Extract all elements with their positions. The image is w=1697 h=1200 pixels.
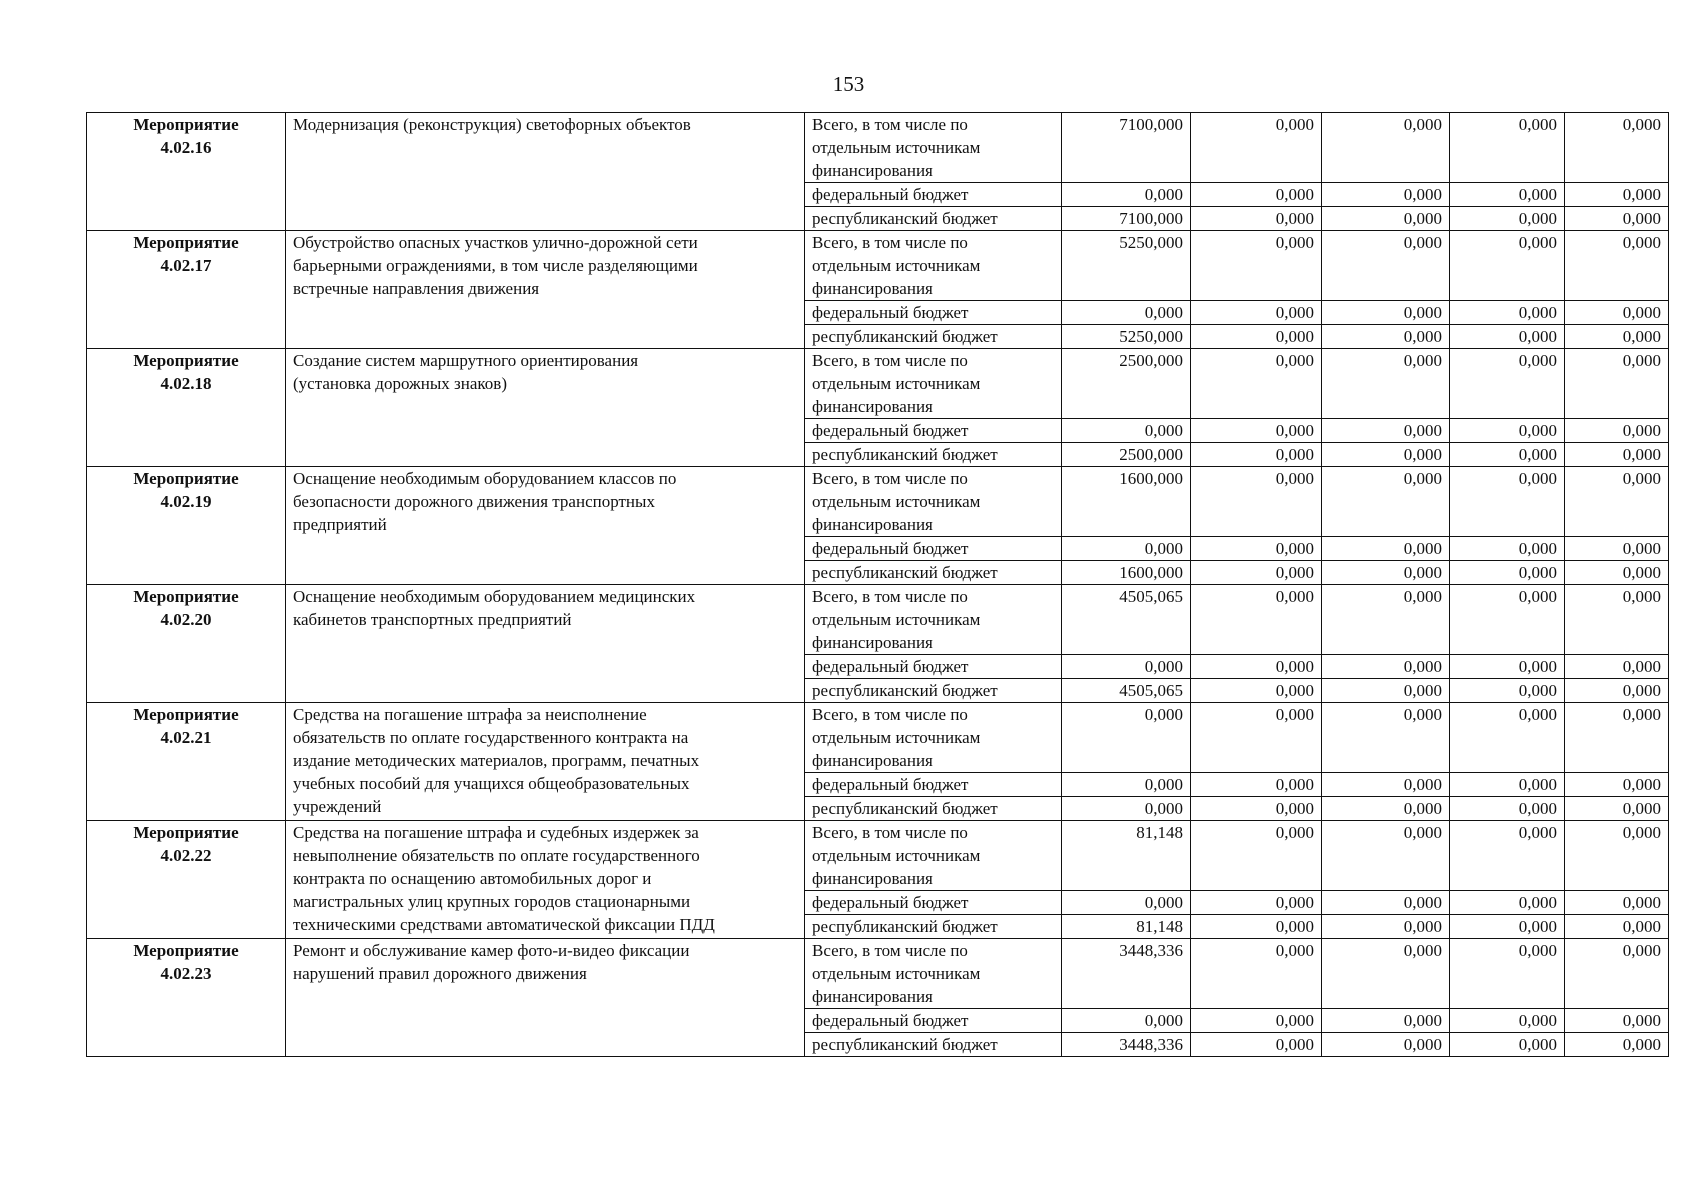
activity-code (87, 939, 286, 1057)
total-value: 0,000 (1191, 585, 1322, 655)
activity-name (286, 939, 805, 1057)
activity-name-line: невыполнение обязательств по оплате государственного (293, 846, 700, 865)
republic-value: 0,000 (1565, 1033, 1669, 1057)
table-row (87, 821, 1669, 891)
activity-code-word: Мероприятие (133, 823, 239, 842)
activity-name (286, 467, 805, 585)
total-value: 0,000 (1450, 585, 1565, 655)
activity-name-line: Обустройство опасных участков улично-дорожной сети (293, 233, 698, 252)
source-total-label-line: отдельным источникам (812, 138, 981, 157)
republic-value: 0,000 (1565, 797, 1669, 821)
activity-name-line: учреждений (293, 797, 382, 816)
federal-value: 0,000 (1322, 301, 1450, 325)
republic-value: 0,000 (1322, 1033, 1450, 1057)
source-total-label-line: отдельным источникам (812, 846, 981, 865)
source-federal-label: федеральный бюджет (805, 773, 1062, 797)
source-total-label-line: финансирования (812, 279, 933, 298)
total-value: 4505,065 (1062, 585, 1191, 655)
federal-value: 0,000 (1191, 773, 1322, 797)
activity-name-line: магистральных улиц крупных городов стационарными (293, 892, 691, 911)
source-total-label-line: отдельным источникам (812, 964, 981, 983)
total-value: 0,000 (1565, 231, 1669, 301)
activity-code (87, 231, 286, 349)
page-number: 153 (832, 72, 865, 96)
total-value: 5250,000 (1062, 231, 1191, 301)
activity-code-number: 4.02.18 (160, 374, 212, 393)
total-value: 0,000 (1191, 467, 1322, 537)
total-value: 3448,336 (1062, 939, 1191, 1009)
republic-value: 4505,065 (1062, 679, 1191, 703)
total-value: 0,000 (1322, 349, 1450, 419)
federal-value: 0,000 (1450, 183, 1565, 207)
source-total-label-line: отдельным источникам (812, 610, 981, 629)
total-value: 0,000 (1191, 113, 1322, 183)
federal-value: 0,000 (1450, 655, 1565, 679)
total-value: 0,000 (1322, 467, 1450, 537)
source-total-label-line: Всего, в том числе по (812, 233, 968, 252)
total-value: 0,000 (1322, 113, 1450, 183)
source-total-label (805, 467, 1062, 537)
federal-value: 0,000 (1191, 301, 1322, 325)
republic-value: 1600,000 (1062, 561, 1191, 585)
republic-value: 0,000 (1322, 325, 1450, 349)
federal-value: 0,000 (1565, 419, 1669, 443)
source-total-label-line: финансирования (812, 633, 933, 652)
federal-value: 0,000 (1191, 419, 1322, 443)
activity-code-number: 4.02.21 (160, 728, 212, 747)
total-value: 0,000 (1565, 467, 1669, 537)
republic-value: 0,000 (1322, 207, 1450, 231)
activity-name-line: Ремонт и обслуживание камер фото-и-видео фиксации (293, 941, 690, 960)
total-value: 0,000 (1450, 467, 1565, 537)
republic-value: 0,000 (1191, 915, 1322, 939)
source-federal-label: федеральный бюджет (805, 655, 1062, 679)
activity-name-line: Создание систем маршрутного ориентирования (293, 351, 639, 370)
federal-value: 0,000 (1322, 419, 1450, 443)
source-republic-label: республиканский бюджет (805, 797, 1062, 821)
republic-value: 0,000 (1322, 797, 1450, 821)
federal-value: 0,000 (1450, 891, 1565, 915)
activity-name (286, 821, 805, 939)
source-total-label-line: финансирования (812, 515, 933, 534)
source-total-label (805, 231, 1062, 301)
table-row (87, 703, 1669, 773)
total-value: 0,000 (1565, 113, 1669, 183)
source-federal-label: федеральный бюджет (805, 1009, 1062, 1033)
activity-name (286, 231, 805, 349)
republic-value: 0,000 (1450, 915, 1565, 939)
table-row (87, 585, 1669, 655)
total-value: 0,000 (1322, 939, 1450, 1009)
activity-code-word: Мероприятие (133, 115, 239, 134)
federal-value: 0,000 (1062, 419, 1191, 443)
budget-table (86, 112, 1669, 1057)
federal-value: 0,000 (1191, 1009, 1322, 1033)
source-federal-label: федеральный бюджет (805, 301, 1062, 325)
federal-value: 0,000 (1565, 891, 1669, 915)
federal-value: 0,000 (1191, 537, 1322, 561)
source-total-label-line: отдельным источникам (812, 374, 981, 393)
republic-value: 0,000 (1191, 561, 1322, 585)
total-value: 0,000 (1191, 939, 1322, 1009)
activity-code-number: 4.02.20 (160, 610, 212, 629)
source-total-label-line: финансирования (812, 751, 933, 770)
source-federal-label: федеральный бюджет (805, 419, 1062, 443)
federal-value: 0,000 (1450, 537, 1565, 561)
activity-code (87, 821, 286, 939)
republic-value: 0,000 (1322, 915, 1450, 939)
source-total-label (805, 585, 1062, 655)
source-total-label-line: отдельным источникам (812, 256, 981, 275)
total-value: 81,148 (1062, 821, 1191, 891)
activity-code-number: 4.02.19 (160, 492, 212, 511)
activity-code-word: Мероприятие (133, 705, 239, 724)
republic-value: 0,000 (1191, 207, 1322, 231)
source-federal-label: федеральный бюджет (805, 537, 1062, 561)
source-total-label-line: отдельным источникам (812, 728, 981, 747)
total-value: 1600,000 (1062, 467, 1191, 537)
source-total-label-line: Всего, в том числе по (812, 705, 968, 724)
source-total-label-line: Всего, в том числе по (812, 587, 968, 606)
activity-name (286, 113, 805, 231)
republic-value: 0,000 (1450, 679, 1565, 703)
federal-value: 0,000 (1565, 1009, 1669, 1033)
republic-value: 3448,336 (1062, 1033, 1191, 1057)
total-value: 0,000 (1450, 231, 1565, 301)
activity-name-line: техническими средствами автоматической фиксации ПДД (293, 915, 715, 934)
republic-value: 7100,000 (1062, 207, 1191, 231)
republic-value: 0,000 (1565, 207, 1669, 231)
total-value: 0,000 (1322, 703, 1450, 773)
source-total-label (805, 349, 1062, 419)
republic-value: 2500,000 (1062, 443, 1191, 467)
total-value: 0,000 (1450, 703, 1565, 773)
activity-name-line: (установка дорожных знаков) (293, 374, 507, 393)
activity-name (286, 703, 805, 821)
activity-name-line: издание методических материалов, программ, печатных (293, 751, 700, 770)
activity-code-word: Мероприятие (133, 233, 239, 252)
republic-value: 5250,000 (1062, 325, 1191, 349)
republic-value: 0,000 (1565, 443, 1669, 467)
total-value: 0,000 (1450, 821, 1565, 891)
federal-value: 0,000 (1062, 183, 1191, 207)
total-value: 0,000 (1565, 585, 1669, 655)
federal-value: 0,000 (1565, 655, 1669, 679)
federal-value: 0,000 (1191, 891, 1322, 915)
activity-name-line: Средства на погашение штрафа и судебных издержек за (293, 823, 699, 842)
republic-value: 0,000 (1450, 561, 1565, 585)
total-value: 0,000 (1191, 349, 1322, 419)
activity-name-line: Оснащение необходимым оборудованием классов по (293, 469, 677, 488)
activity-name-line: обязательств по оплате государственного контракта на (293, 728, 689, 747)
federal-value: 0,000 (1322, 655, 1450, 679)
source-total-label-line: финансирования (812, 397, 933, 416)
republic-value: 0,000 (1191, 1033, 1322, 1057)
activity-name-line: предприятий (293, 515, 387, 534)
total-value: 0,000 (1565, 821, 1669, 891)
activity-code (87, 585, 286, 703)
republic-value: 0,000 (1191, 443, 1322, 467)
activity-name-line: встречные направления движения (293, 279, 540, 298)
federal-value: 0,000 (1322, 537, 1450, 561)
activity-code-word: Мероприятие (133, 469, 239, 488)
source-total-label-line: Всего, в том числе по (812, 469, 968, 488)
republic-value: 0,000 (1565, 561, 1669, 585)
activity-code-number: 4.02.22 (160, 846, 212, 865)
total-value: 0,000 (1191, 703, 1322, 773)
source-republic-label: республиканский бюджет (805, 915, 1062, 939)
activity-name-line: нарушений правил дорожного движения (293, 964, 587, 983)
activity-name-line: контракта по оснащению автомобильных дорог и (293, 869, 652, 888)
federal-value: 0,000 (1565, 301, 1669, 325)
source-total-label-line: финансирования (812, 987, 933, 1006)
federal-value: 0,000 (1322, 773, 1450, 797)
republic-value: 0,000 (1565, 325, 1669, 349)
activity-name-line: Средства на погашение штрафа за неисполнение (293, 705, 647, 724)
table-row (87, 113, 1669, 183)
federal-value: 0,000 (1062, 773, 1191, 797)
federal-value: 0,000 (1062, 655, 1191, 679)
source-total-label (805, 113, 1062, 183)
source-republic-label: республиканский бюджет (805, 207, 1062, 231)
activity-code-number: 4.02.17 (160, 256, 212, 275)
activity-name-line: учебных пособий для учащихся общеобразовательных (293, 774, 690, 793)
republic-value: 0,000 (1565, 915, 1669, 939)
activity-code (87, 113, 286, 231)
total-value: 0,000 (1565, 703, 1669, 773)
source-republic-label: республиканский бюджет (805, 561, 1062, 585)
activity-name-line: безопасности дорожного движения транспортных (293, 492, 655, 511)
total-value: 0,000 (1565, 349, 1669, 419)
republic-value: 0,000 (1322, 561, 1450, 585)
total-value: 0,000 (1450, 113, 1565, 183)
table-row (87, 939, 1669, 1009)
federal-value: 0,000 (1565, 537, 1669, 561)
source-total-label-line: Всего, в том числе по (812, 941, 968, 960)
total-value: 0,000 (1191, 231, 1322, 301)
activity-code-number: 4.02.16 (160, 138, 212, 157)
total-value: 0,000 (1322, 231, 1450, 301)
activity-code-word: Мероприятие (133, 587, 239, 606)
total-value: 0,000 (1322, 585, 1450, 655)
source-federal-label: федеральный бюджет (805, 183, 1062, 207)
source-republic-label: республиканский бюджет (805, 1033, 1062, 1057)
activity-code (87, 467, 286, 585)
federal-value: 0,000 (1062, 891, 1191, 915)
federal-value: 0,000 (1191, 655, 1322, 679)
source-republic-label: республиканский бюджет (805, 679, 1062, 703)
federal-value: 0,000 (1565, 773, 1669, 797)
total-value: 0,000 (1191, 821, 1322, 891)
republic-value: 0,000 (1450, 443, 1565, 467)
activity-name (286, 585, 805, 703)
republic-value: 0,000 (1191, 797, 1322, 821)
source-republic-label: республиканский бюджет (805, 325, 1062, 349)
republic-value: 0,000 (1191, 325, 1322, 349)
activity-code-word: Мероприятие (133, 351, 239, 370)
federal-value: 0,000 (1062, 537, 1191, 561)
activity-name-line: барьерными ограждениями, в том числе разделяющими (293, 256, 698, 275)
table-row (87, 349, 1669, 419)
total-value: 2500,000 (1062, 349, 1191, 419)
source-total-label (805, 821, 1062, 891)
total-value: 0,000 (1565, 939, 1669, 1009)
source-total-label (805, 939, 1062, 1009)
total-value: 0,000 (1322, 821, 1450, 891)
table-row (87, 231, 1669, 301)
total-value: 0,000 (1450, 939, 1565, 1009)
republic-value: 0,000 (1450, 1033, 1565, 1057)
source-total-label (805, 703, 1062, 773)
total-value: 0,000 (1062, 703, 1191, 773)
source-total-label-line: Всего, в том числе по (812, 351, 968, 370)
federal-value: 0,000 (1322, 183, 1450, 207)
republic-value: 0,000 (1062, 797, 1191, 821)
federal-value: 0,000 (1450, 301, 1565, 325)
table-row (87, 467, 1669, 537)
federal-value: 0,000 (1062, 301, 1191, 325)
activity-code-word: Мероприятие (133, 941, 239, 960)
activity-code (87, 349, 286, 467)
republic-value: 81,148 (1062, 915, 1191, 939)
activity-name-line: Оснащение необходимым оборудованием медицинских (293, 587, 696, 606)
federal-value: 0,000 (1565, 183, 1669, 207)
republic-value: 0,000 (1322, 443, 1450, 467)
activity-code-number: 4.02.23 (160, 964, 212, 983)
federal-value: 0,000 (1450, 1009, 1565, 1033)
republic-value: 0,000 (1322, 679, 1450, 703)
source-federal-label: федеральный бюджет (805, 891, 1062, 915)
republic-value: 0,000 (1565, 679, 1669, 703)
activity-name (286, 349, 805, 467)
republic-value: 0,000 (1191, 679, 1322, 703)
activity-code (87, 703, 286, 821)
republic-value: 0,000 (1450, 797, 1565, 821)
source-total-label-line: Всего, в том числе по (812, 115, 968, 134)
total-value: 7100,000 (1062, 113, 1191, 183)
activity-name-line: кабинетов транспортных предприятий (293, 610, 572, 629)
source-total-label-line: Всего, в том числе по (812, 823, 968, 842)
source-total-label-line: финансирования (812, 161, 933, 180)
source-republic-label: республиканский бюджет (805, 443, 1062, 467)
republic-value: 0,000 (1450, 325, 1565, 349)
source-total-label-line: отдельным источникам (812, 492, 981, 511)
federal-value: 0,000 (1450, 773, 1565, 797)
federal-value: 0,000 (1450, 419, 1565, 443)
federal-value: 0,000 (1322, 891, 1450, 915)
federal-value: 0,000 (1322, 1009, 1450, 1033)
republic-value: 0,000 (1450, 207, 1565, 231)
source-total-label-line: финансирования (812, 869, 933, 888)
federal-value: 0,000 (1191, 183, 1322, 207)
activity-name-line: Модернизация (реконструкция) светофорных объектов (293, 115, 691, 134)
total-value: 0,000 (1450, 349, 1565, 419)
federal-value: 0,000 (1062, 1009, 1191, 1033)
